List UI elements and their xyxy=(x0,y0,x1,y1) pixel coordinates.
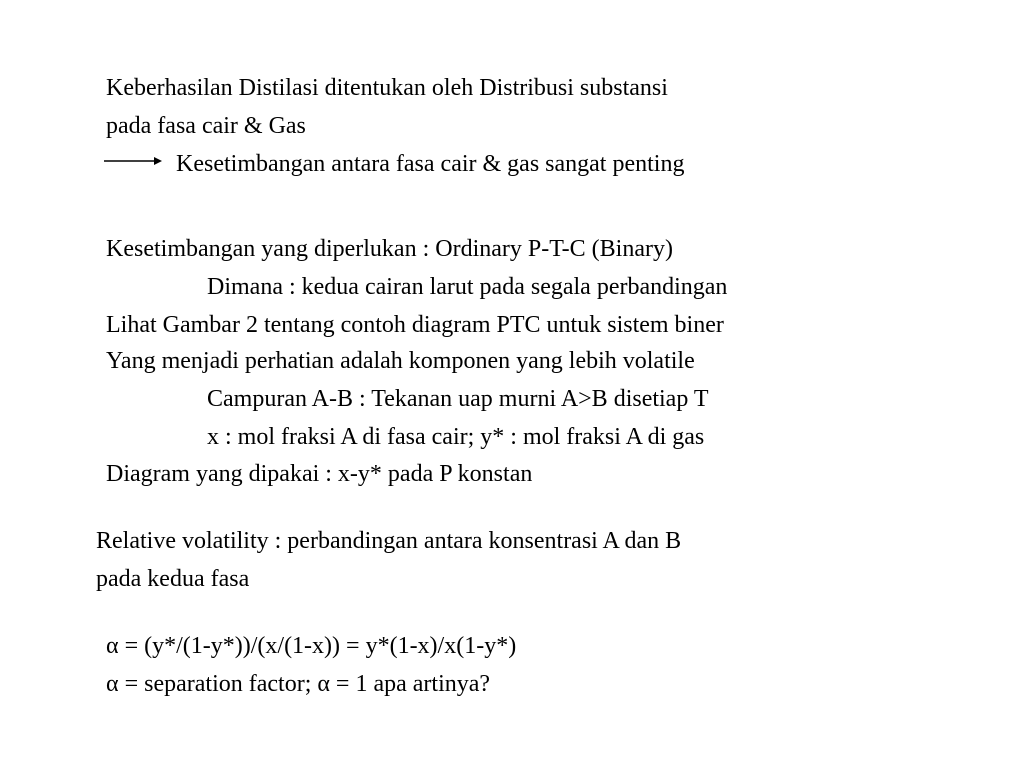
alpha-formula-line: α = (y*/(1-y*))/(x/(1-x)) = y*(1-x)/x(1-y*) xyxy=(106,633,517,659)
equilibrium-line-7: Diagram yang dipakai : x-y* pada P konstan xyxy=(106,461,533,487)
equilibrium-line-1: Kesetimbangan yang diperlukan : Ordinary P-T-C (Binary) xyxy=(106,236,673,262)
intro-line-1: Keberhasilan Distilasi ditentukan oleh Distribusi substansi xyxy=(106,75,668,101)
right-arrow-icon xyxy=(104,154,162,168)
volatility-line-2: pada kedua fasa xyxy=(96,566,250,592)
volatility-line-1: Relative volatility : perbandingan antara konsentrasi A dan B xyxy=(96,528,682,554)
equilibrium-line-2: Dimana : kedua cairan larut pada segala perbandingan xyxy=(207,274,728,300)
intro-line-3: Kesetimbangan antara fasa cair & gas sangat penting xyxy=(176,151,685,177)
equilibrium-line-4: Yang menjadi perhatian adalah komponen yang lebih volatile xyxy=(106,348,695,374)
equilibrium-line-3: Lihat Gambar 2 tentang contoh diagram PTC untuk sistem biner xyxy=(106,312,724,338)
alpha-question-line: α = separation factor; α = 1 apa artinya? xyxy=(106,671,491,697)
equilibrium-line-5: Campuran A-B : Tekanan uap murni A>B disetiap T xyxy=(207,386,709,412)
equilibrium-line-6: x : mol fraksi A di fasa cair; y* : mol fraksi A di gas xyxy=(207,424,705,450)
intro-line-2: pada fasa cair & Gas xyxy=(106,113,306,139)
